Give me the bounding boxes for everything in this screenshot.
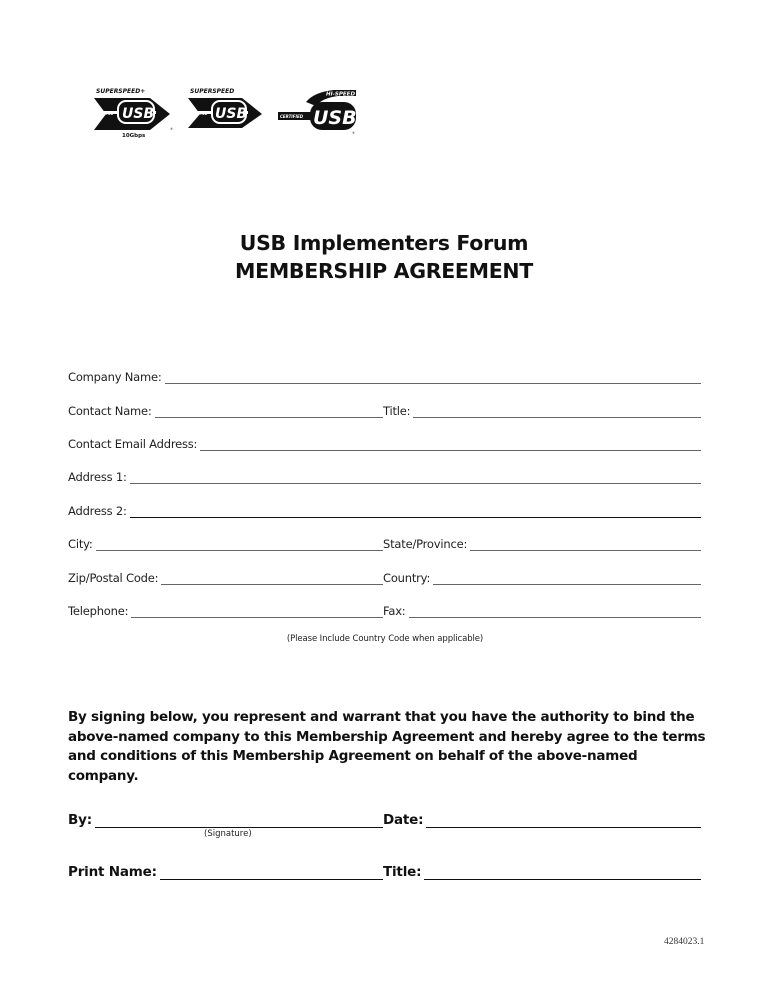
hi-speed-usb-logo-icon xyxy=(278,86,360,136)
address1-row xyxy=(68,466,701,484)
address1-label: Address 1: xyxy=(68,470,127,484)
svg-text:SUPERSPEED: SUPERSPEED xyxy=(190,88,235,95)
contact-email-row xyxy=(68,433,701,451)
date-label: Date: xyxy=(383,812,424,828)
by-date-row xyxy=(68,806,701,828)
company-name-label: Company Name: xyxy=(68,370,162,384)
city-input[interactable] xyxy=(96,537,383,551)
contact-title-row xyxy=(68,400,701,418)
country-field[interactable] xyxy=(383,567,701,585)
signature-note: (Signature) xyxy=(204,829,252,839)
city-label: City: xyxy=(68,537,93,551)
signer-title-field[interactable] xyxy=(383,858,701,880)
telephone-field[interactable] xyxy=(68,600,383,618)
fax-input[interactable] xyxy=(409,604,702,618)
svg-text:HI-SPEED: HI-SPEED xyxy=(326,91,356,98)
contact-email-field[interactable] xyxy=(68,433,701,451)
company-name-input[interactable] xyxy=(165,370,701,384)
address1-field[interactable] xyxy=(68,466,701,484)
by-label: By: xyxy=(68,812,92,828)
svg-text:®: ® xyxy=(352,131,355,135)
contact-name-field[interactable] xyxy=(68,400,383,418)
fax-field[interactable] xyxy=(383,600,701,618)
address2-row xyxy=(68,500,701,518)
address2-field[interactable] xyxy=(68,500,701,518)
address1-input[interactable] xyxy=(130,470,701,484)
country-label: Country: xyxy=(383,571,431,585)
page-title: MEMBERSHIP AGREEMENT xyxy=(235,259,533,283)
fax-label: Fax: xyxy=(383,604,406,618)
contact-name-label: Contact Name: xyxy=(68,404,152,418)
svg-text:CERTIFIED: CERTIFIED xyxy=(96,112,114,116)
signer-title-input[interactable] xyxy=(424,864,701,880)
title-field[interactable] xyxy=(383,400,701,418)
title-label: Title: xyxy=(383,404,411,418)
agreement-statement: By signing below, you represent and warrant that you have the authority to bind the above-named company to this Membership Agreement and hereby agree to the terms and conditions of this Membership Agreement on behalf of the above-named company. xyxy=(68,709,706,784)
phone-fax-row xyxy=(68,600,701,618)
svg-text:10Gbps: 10Gbps xyxy=(122,133,146,138)
signer-title-label: Title: xyxy=(383,864,422,880)
org-title: USB Implementers Forum xyxy=(239,231,529,255)
country-code-note: (Please Include Country Code when applicable) xyxy=(286,634,484,644)
date-field[interactable] xyxy=(383,806,701,828)
zip-country-row xyxy=(68,567,701,585)
svg-text:USB: USB xyxy=(122,106,155,122)
state-label: State/Province: xyxy=(383,537,468,551)
city-state-row xyxy=(68,533,701,551)
country-input[interactable] xyxy=(433,571,701,585)
zip-label: Zip/Postal Code: xyxy=(68,571,159,585)
usb-logos xyxy=(92,86,372,136)
address2-label: Address 2: xyxy=(68,504,127,518)
print-name-field[interactable] xyxy=(68,858,383,880)
company-name-row xyxy=(68,366,701,384)
state-input[interactable] xyxy=(470,537,701,551)
print-name-title-row xyxy=(68,858,701,880)
signature-field[interactable] xyxy=(68,806,383,828)
telephone-input[interactable] xyxy=(131,604,383,618)
svg-text:USB: USB xyxy=(215,106,248,122)
svg-text:CERTIFIED: CERTIFIED xyxy=(280,114,304,119)
superspeed-plus-usb-logo-icon xyxy=(92,86,174,138)
print-name-label: Print Name: xyxy=(68,864,157,880)
svg-text:USB: USB xyxy=(313,107,357,129)
svg-text:SUPERSPEED+: SUPERSPEED+ xyxy=(96,88,146,95)
print-name-input[interactable] xyxy=(160,864,383,880)
svg-text:®: ® xyxy=(170,127,173,131)
svg-text:CERTIFIED: CERTIFIED xyxy=(190,112,208,116)
signature-input[interactable] xyxy=(95,812,383,828)
telephone-label: Telephone: xyxy=(68,604,129,618)
contact-email-label: Contact Email Address: xyxy=(68,437,198,451)
state-field[interactable] xyxy=(383,533,701,551)
zip-field[interactable] xyxy=(68,567,383,585)
superspeed-usb-logo-icon xyxy=(188,86,268,130)
date-input[interactable] xyxy=(426,812,701,828)
title-input[interactable] xyxy=(413,404,701,418)
document-number: 4284023.1 xyxy=(664,937,705,947)
city-field[interactable] xyxy=(68,533,383,551)
zip-input[interactable] xyxy=(161,571,383,585)
address2-input[interactable] xyxy=(130,504,701,518)
contact-email-input[interactable] xyxy=(200,437,701,451)
company-name-field[interactable] xyxy=(68,366,701,384)
contact-name-input[interactable] xyxy=(155,404,383,418)
